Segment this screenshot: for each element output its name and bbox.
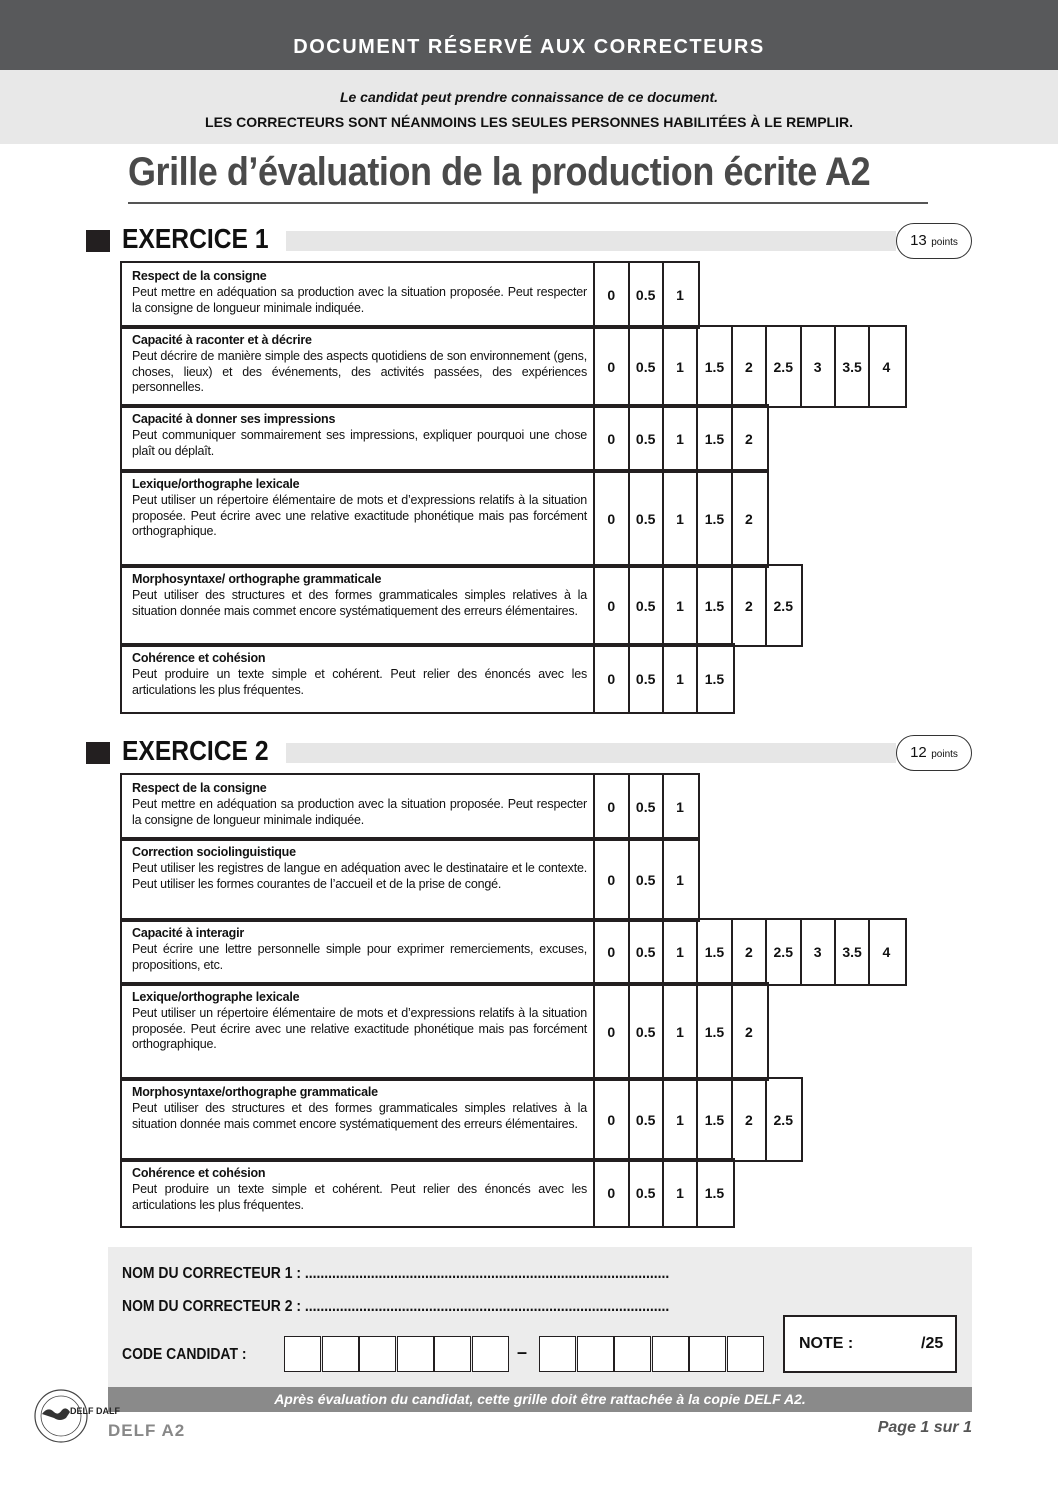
criterion-row (120, 469, 769, 568)
corrector-2-line[interactable]: NOM DU CORRECTEUR 2 : .............................................................................................. (122, 1298, 670, 1315)
criterion-row (120, 1077, 803, 1162)
score-cell[interactable]: 0.5 (629, 1079, 664, 1160)
criterion-text: Peut produire un texte simple et cohérent. Peut relier des énoncés avec les articulations les plus fréquentes. (132, 666, 587, 697)
code-digit-box[interactable] (397, 1336, 434, 1372)
score-cell[interactable]: 0.5 (629, 645, 664, 712)
score-cell[interactable]: 1 (664, 984, 699, 1079)
criterion-title: Lexique/orthographe lexicale (132, 990, 300, 1004)
score-cell[interactable]: 4 (882, 358, 891, 375)
note-total: /25 (921, 1335, 944, 1352)
score-cell[interactable]: 0.5 (629, 263, 664, 327)
score-cell[interactable]: 1 (664, 645, 699, 712)
criterion-description (122, 327, 595, 406)
score-cell[interactable]: 1 (664, 327, 699, 406)
score-cell[interactable]: 0.5 (629, 566, 664, 645)
code-digit-box[interactable] (614, 1336, 651, 1372)
section-bar (286, 743, 896, 763)
criterion-description (122, 1160, 595, 1226)
score-cell[interactable]: 1.5 (698, 566, 733, 645)
score-cell[interactable]: 2 (733, 1079, 768, 1160)
score-cell[interactable]: 0.5 (629, 471, 664, 566)
score-cell[interactable]: 0 (595, 327, 630, 406)
points-value: 13 (910, 232, 927, 249)
criterion-row (120, 325, 907, 408)
candidate-code-label: CODE CANDIDAT : (122, 1346, 247, 1363)
criterion-text: Peut utiliser un répertoire élémentaire de mots et d’expressions relatifs à la situation proposée. Peut écrire avec une relative exactitude phonétique mais pas forcément orthographique. (132, 492, 587, 539)
criterion-description (122, 406, 595, 471)
exercise-2-points-badge (896, 735, 972, 771)
criterion-row (120, 982, 769, 1081)
code-digit-box[interactable] (539, 1336, 576, 1372)
page-title: Grille d’évaluation de la production écrite A2 (128, 150, 871, 194)
note-box[interactable] (783, 1315, 957, 1373)
exercise-1-points-badge (896, 223, 972, 259)
exercise-2-label: EXERCICE 2 (122, 735, 269, 766)
criterion-description (122, 263, 595, 327)
criterion-text: Peut utiliser un répertoire élémentaire de mots et d’expressions relatifs à la situation proposée. Peut écrire avec une relative exactitude phonétique mais pas forcément orthographique. (132, 1005, 587, 1052)
code-digit-box[interactable] (727, 1336, 764, 1372)
criterion-text: Peut décrire de manière simple des aspects quotidiens de son environnement (gens, choses, lieux) et des événements, des activités passées, des expériences personnelles. (132, 348, 587, 395)
criterion-text: Peut produire un texte simple et cohérent. Peut relier des énoncés avec les articulations les plus fréquentes. (132, 1181, 587, 1212)
score-cell[interactable]: 0 (595, 471, 630, 566)
score-cell[interactable]: 0 (595, 645, 630, 712)
criterion-text: Peut mettre en adéquation sa production avec la situation proposée. Peut respecter la consigne de longueur minimale indiquée. (132, 284, 587, 315)
score-cell[interactable]: 2 (744, 430, 753, 447)
corrector-1-line[interactable]: NOM DU CORRECTEUR 1 : .............................................................................................. (122, 1265, 670, 1282)
top-banner (0, 0, 1058, 70)
criterion-title: Respect de la consigne (132, 269, 267, 283)
criterion-description (122, 1079, 595, 1160)
notice-band (0, 70, 1058, 144)
criterion-title: Capacité à donner ses impressions (132, 412, 336, 426)
score-cell[interactable]: 1 (676, 871, 684, 888)
note-label: NOTE : (799, 1335, 854, 1352)
code-digit-box[interactable] (359, 1336, 396, 1372)
code-digit-box[interactable] (472, 1336, 509, 1372)
criterion-row (120, 404, 769, 473)
score-cell[interactable]: 2.5 (767, 327, 802, 406)
criterion-description (122, 984, 595, 1079)
criterion-title: Lexique/orthographe lexicale (132, 477, 300, 491)
points-unit: points (931, 237, 958, 248)
notice-line-1: Le candidat peut prendre connaissance de ce document. (339, 89, 719, 105)
score-cell[interactable]: 2.5 (773, 597, 793, 614)
score-cell[interactable]: 2.5 (767, 920, 802, 984)
criterion-text: Peut communiquer sommairement ses impressions, expliquer pourquoi une chose plaît ou déplaît. (132, 427, 587, 458)
score-cell[interactable]: 2.5 (773, 1111, 793, 1128)
criterion-row (120, 564, 803, 647)
title-underline (128, 202, 928, 204)
points-value: 12 (910, 744, 927, 761)
score-cell[interactable]: 1.5 (704, 1185, 725, 1201)
score-cell[interactable]: 0.5 (629, 920, 664, 984)
criterion-description (122, 920, 595, 984)
score-cell[interactable]: 1.5 (698, 1079, 733, 1160)
criterion-title: Morphosyntaxe/orthographe grammaticale (132, 1085, 378, 1099)
score-cell[interactable]: 3.5 (836, 327, 871, 406)
score-cell[interactable]: 1.5 (698, 920, 733, 984)
score-cell[interactable]: 1.5 (698, 406, 733, 471)
score-cell[interactable]: 0 (595, 263, 630, 327)
score-cell[interactable]: 1.5 (698, 471, 733, 566)
reserved-heading: DOCUMENT RÉSERVÉ AUX CORRECTEURS (293, 36, 765, 58)
section-square-icon (86, 742, 110, 764)
criterion-text: Peut mettre en adéquation sa production avec la situation proposée. Peut respecter la consigne de longueur minimale indiquée. (132, 796, 587, 827)
criterion-description (122, 471, 595, 566)
score-cell[interactable]: 0.5 (629, 984, 664, 1079)
score-cell[interactable]: 1.5 (698, 984, 733, 1079)
score-cell[interactable]: 1 (676, 799, 684, 815)
criterion-text: Peut utiliser les registres de langue en adéquation avec le destinataire et le contexte. Peut utiliser les formes courantes de l’accueil et de la prise de congé. (132, 860, 587, 891)
score-cell[interactable]: 2 (733, 566, 768, 645)
criterion-title: Capacité à interagir (132, 926, 245, 940)
score-cell[interactable]: 1.5 (698, 327, 733, 406)
criterion-title: Correction sociolinguistique (132, 845, 296, 859)
score-cell[interactable]: 2 (733, 327, 768, 406)
score-cell[interactable]: 3 (801, 920, 836, 984)
criterion-row (120, 1158, 735, 1228)
section-bar (286, 231, 896, 251)
score-cell[interactable]: 0.5 (629, 327, 664, 406)
criterion-description (122, 566, 595, 645)
criterion-title: Cohérence et cohésion (132, 1166, 266, 1180)
score-cell[interactable]: 0 (595, 984, 630, 1079)
exam-name: DELF A2 (108, 1421, 186, 1440)
score-cell[interactable]: 0.5 (629, 1160, 664, 1226)
code-digit-box[interactable] (689, 1336, 726, 1372)
section-square-icon (86, 230, 110, 252)
criterion-title: Cohérence et cohésion (132, 651, 266, 665)
criterion-title: Capacité à raconter et à décrire (132, 333, 312, 347)
criterion-description (122, 775, 595, 839)
score-cell[interactable]: 1.5 (704, 670, 725, 687)
criterion-text: Peut écrire une lettre personnelle simple pour exprimer remerciements, excuses, propositions, etc. (132, 941, 587, 972)
code-digit-box[interactable] (284, 1336, 321, 1372)
code-digit-box[interactable] (652, 1336, 689, 1372)
score-cell[interactable]: 1 (664, 471, 699, 566)
delf-dalf-seal-icon (26, 1388, 120, 1444)
criterion-title: Respect de la consigne (132, 781, 267, 795)
score-cell[interactable]: 1 (664, 406, 699, 471)
exercise-2-header (86, 735, 974, 768)
score-cell[interactable]: 2 (744, 1023, 753, 1040)
criterion-row (120, 773, 700, 841)
score-cell[interactable]: 0 (595, 1079, 630, 1160)
score-cell[interactable]: 3.5 (836, 920, 871, 984)
score-cell[interactable]: 1 (676, 287, 684, 303)
score-cell[interactable]: 1 (664, 566, 699, 645)
criterion-row (120, 837, 700, 922)
score-cell[interactable]: 0 (595, 839, 630, 920)
code-digit-box[interactable] (577, 1336, 614, 1372)
code-digit-box[interactable] (434, 1336, 471, 1372)
score-cell[interactable]: 2 (733, 920, 768, 984)
score-cell[interactable]: 0 (595, 566, 630, 645)
score-cell[interactable]: 0.5 (629, 839, 664, 920)
candidate-code-separator: – (517, 1342, 528, 1362)
page-number: Page 1 sur 1 (877, 1419, 972, 1436)
score-cell[interactable]: 2 (744, 510, 753, 527)
criterion-row (120, 261, 700, 329)
score-cell[interactable]: 0 (595, 1160, 630, 1226)
code-digit-box[interactable] (322, 1336, 359, 1372)
score-cell[interactable]: 3 (801, 327, 836, 406)
criterion-title: Morphosyntaxe/ orthographe grammaticale (132, 572, 382, 586)
notice-line-2: LES CORRECTEURS SONT NÉANMOINS LES SEULES PERSONNES HABILITÉES À LE REMPLIR. (205, 114, 853, 130)
criterion-row (120, 918, 907, 986)
score-cell[interactable]: 1 (664, 1079, 699, 1160)
criterion-description (122, 839, 595, 920)
criterion-text: Peut utiliser des structures et des formes grammaticales simples relatives à la situation donnée mais commet encore systématiquement des erreurs élémentaires. (132, 1100, 587, 1131)
points-unit: points (931, 749, 958, 760)
score-cell[interactable]: 0.5 (629, 406, 664, 471)
score-cell[interactable]: 0.5 (629, 775, 664, 839)
score-cell[interactable]: 0 (595, 775, 630, 839)
score-cell[interactable]: 0 (595, 920, 630, 984)
attach-notice: Après évaluation du candidat, cette grille doit être rattachée à la copie DELF A2. (108, 1387, 972, 1412)
criterion-text: Peut utiliser des structures et des formes grammaticales simples relatives à la situation donnée mais commet encore systématiquement des erreurs élémentaires. (132, 587, 587, 618)
score-cell[interactable]: 1 (664, 1160, 699, 1226)
score-cell[interactable]: 0 (595, 406, 630, 471)
criterion-row (120, 643, 735, 714)
exercise-1-label: EXERCICE 1 (122, 223, 269, 254)
exercise-1-header (86, 223, 974, 256)
criterion-description (122, 645, 595, 712)
score-cell[interactable]: 1 (664, 920, 699, 984)
score-cell[interactable]: 4 (882, 944, 891, 960)
seal-text: DELF DALF (70, 1406, 120, 1416)
